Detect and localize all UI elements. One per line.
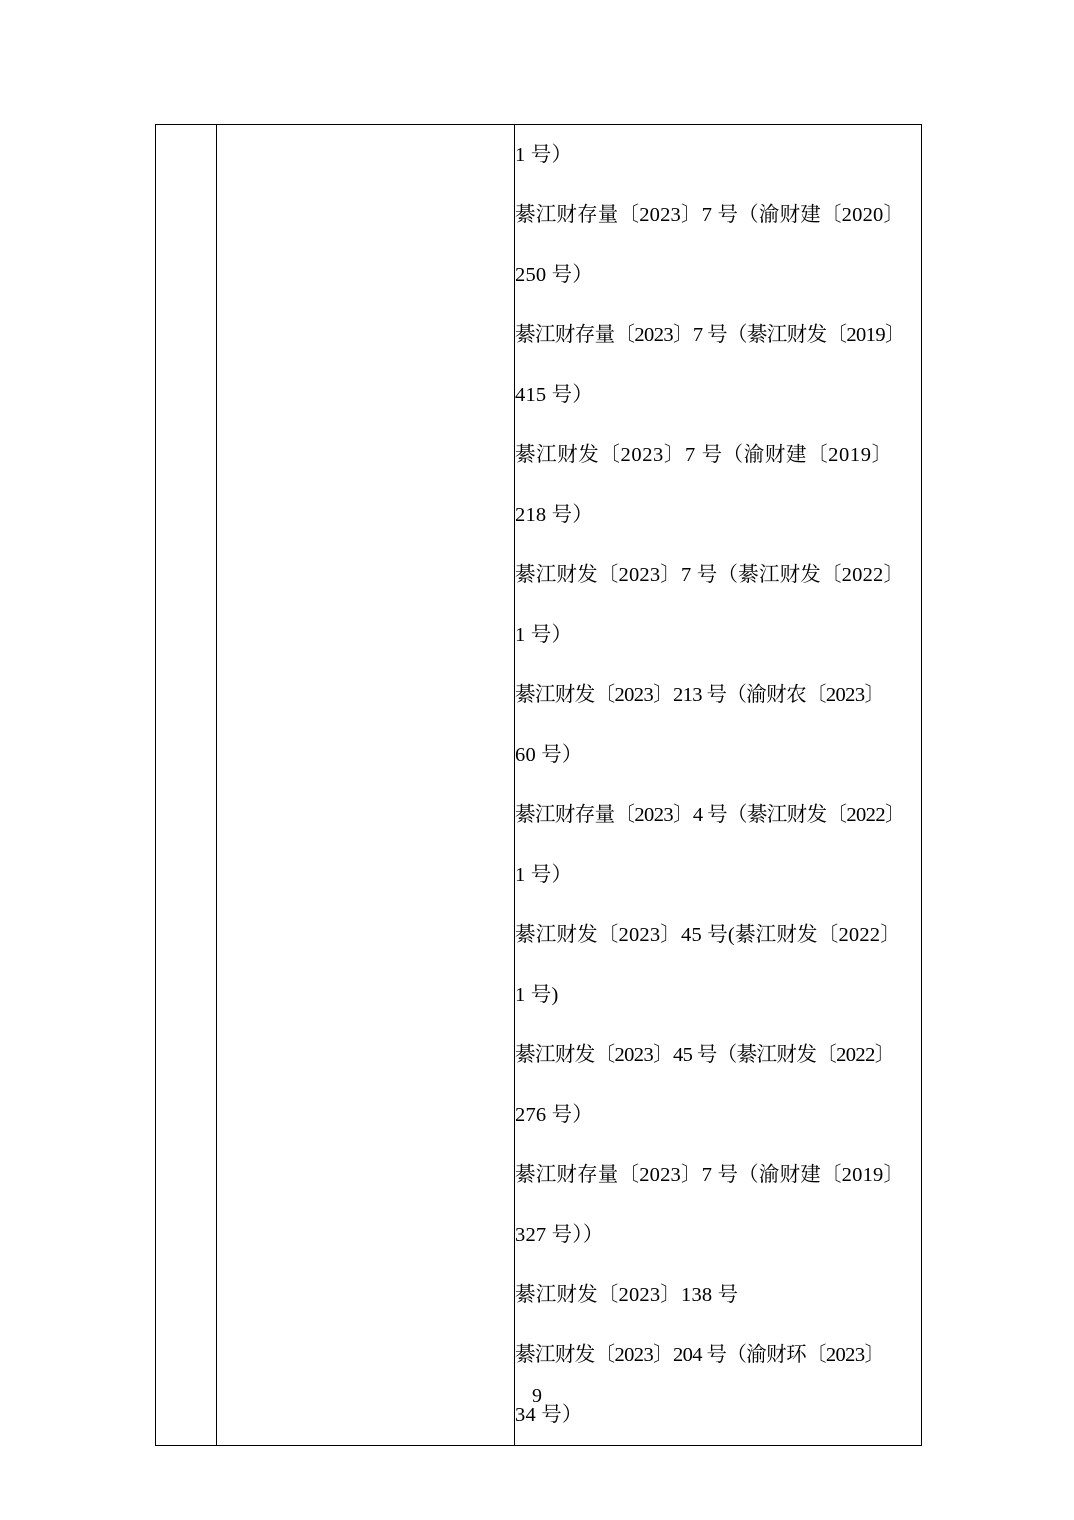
- document-reference-line: 1 号）: [515, 864, 573, 886]
- document-reference-line: 綦江财存量〔2023〕7 号（綦江财发〔2019〕: [515, 324, 905, 346]
- document-reference-line: 綦江财发〔2023〕7 号（綦江财发〔2022〕: [515, 564, 905, 586]
- page-number: 9: [532, 1385, 542, 1407]
- table-cell-index: [156, 125, 217, 1446]
- document-reference-line: 綦江财存量〔2023〕4 号（綦江财发〔2022〕: [515, 804, 905, 826]
- document-reference-line: 綦江财发〔2023〕138 号: [515, 1284, 739, 1306]
- document-reference-line: 綦江财发〔2023〕7 号（渝财建〔2019〕: [515, 444, 893, 466]
- document-reference-line: 綦江财发〔2023〕45 号(綦江财发〔2022〕: [515, 924, 901, 946]
- document-reference-line: 1 号): [515, 984, 559, 1006]
- document-table: [155, 124, 922, 1446]
- document-reference-line: 415 号）: [515, 384, 594, 406]
- document-reference-line: 1 号）: [515, 144, 573, 166]
- table-cell-documents: [515, 125, 922, 1446]
- document-reference-line: 218 号）: [515, 504, 594, 526]
- document-reference-line: 綦江财发〔2023〕213 号（渝财农〔2023〕: [515, 684, 885, 706]
- document-reference-line: 1 号）: [515, 624, 573, 646]
- document-reference-line: 327 号））: [515, 1224, 604, 1246]
- table-cell-name: [217, 125, 515, 1446]
- document-reference-line: 綦江财发〔2023〕204 号（渝财环〔2023〕: [515, 1344, 885, 1366]
- document-reference-line: 綦江财存量〔2023〕7 号（渝财建〔2020〕: [515, 204, 905, 226]
- document-reference-line: 34 号）: [515, 1404, 583, 1426]
- document-reference-line: 60 号）: [515, 744, 583, 766]
- document-reference-line: 276 号）: [515, 1104, 594, 1126]
- document-reference-line: 綦江财存量〔2023〕7 号（渝财建〔2019〕: [515, 1164, 905, 1186]
- document-reference-line: 綦江财发〔2023〕45 号（綦江财发〔2022〕: [515, 1044, 895, 1066]
- document-reference-line: 250 号）: [515, 264, 594, 286]
- table-row: [156, 125, 922, 1446]
